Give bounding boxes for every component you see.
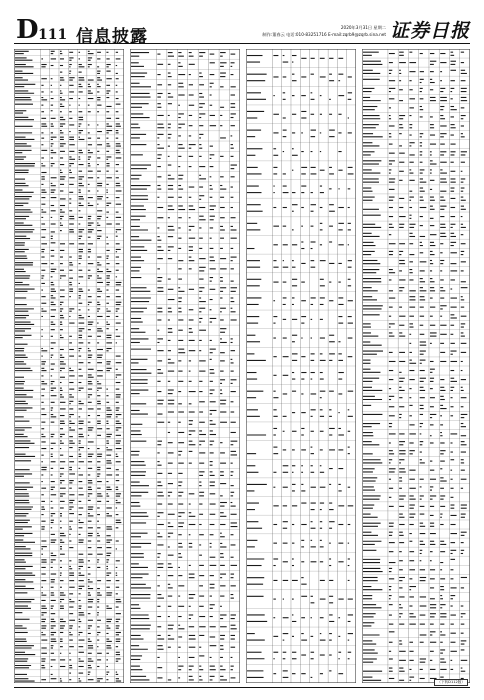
newspaper-masthead-logo: 证券日报 (389, 20, 470, 42)
section-title: 信息披露 (76, 27, 148, 47)
editor-contact: 制作:董春云 电话:010-83251716 E-mail:zqrb9@zqrb.sina.net (262, 32, 386, 37)
page-number: 111 (38, 27, 68, 43)
header-rule (14, 43, 470, 44)
footer-rule (14, 687, 470, 688)
publication-date: 2020年3月31日 星期二 (340, 25, 386, 30)
table-column-4 (362, 49, 470, 683)
disclosure-tables (14, 49, 470, 683)
table-column-1 (14, 49, 124, 683)
page-letter: D (16, 15, 39, 45)
continued-note: （下转D112版） (434, 679, 468, 686)
table-column-3 (246, 49, 356, 683)
page-header (14, 15, 470, 47)
table-column-2 (130, 49, 240, 683)
